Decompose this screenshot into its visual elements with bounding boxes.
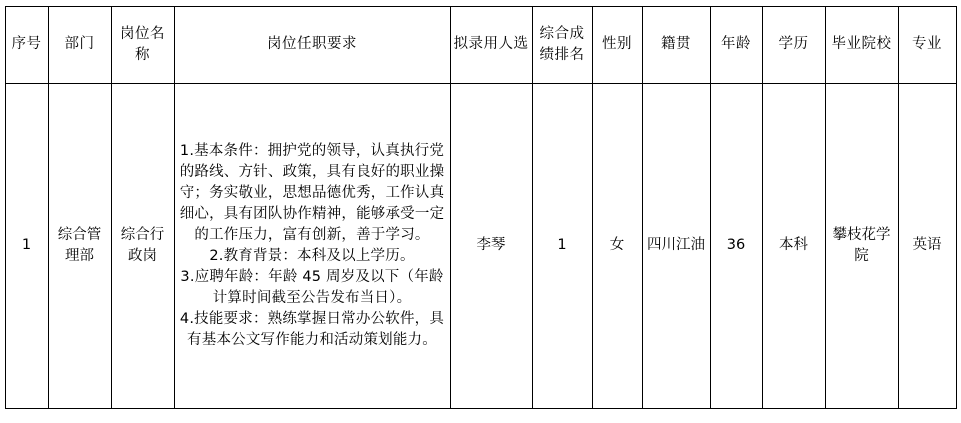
cell-requirements [174,84,450,409]
column-header-requirements: 岗位任职要求 [174,7,450,84]
column-header-post: 岗位名称 [111,7,174,84]
column-header-school: 毕业院校 [825,7,898,84]
table-row [5,84,956,409]
column-header-age: 年龄 [710,7,762,84]
requirement-line-1: 1.基本条件：拥护党的领导，认真执行党的路线、方针、政策，具有良好的职业操守；务实敬业，思想品德优秀，工作认真细心，具有团队协作精神，能够承受一定的工作压力，富有创新，善于学习。 [179,142,445,243]
column-header-education: 学历 [762,7,825,84]
cell-origin: 四川江油 [642,84,710,409]
cell-seq: 1 [5,84,48,409]
table-body [5,84,956,409]
cell-school: 攀枝花学院 [825,84,898,409]
column-header-sex: 性别 [592,7,642,84]
cell-candidate: 李琴 [450,84,532,409]
column-header-seq: 序号 [5,7,48,84]
cell-major: 英语 [898,84,956,409]
requirement-line-2: 2.教育背景：本科及以上学历。 [209,248,415,264]
cell-dept: 综合管理部 [48,84,111,409]
cell-post: 综合行政岗 [111,84,174,409]
column-header-rank: 综合成绩排名 [532,7,592,84]
recruitment-table [5,6,957,409]
requirement-line-4: 4.技能要求：熟练掌握日常办公软件，具有基本公文写作能力和活动策划能力。 [179,311,445,349]
column-header-origin: 籍贯 [642,7,710,84]
column-header-major: 专业 [898,7,956,84]
cell-age: 36 [710,84,762,409]
requirement-line-3: 3.应聘年龄：年龄 45 周岁及以下（年龄计算时间截至公告发布当日）。 [180,269,444,307]
cell-sex: 女 [592,84,642,409]
header-row [5,7,956,84]
column-header-candidate: 拟录用人选 [450,7,532,84]
table-header [5,7,956,84]
cell-rank: 1 [532,84,592,409]
column-header-dept: 部门 [48,7,111,84]
cell-education: 本科 [762,84,825,409]
